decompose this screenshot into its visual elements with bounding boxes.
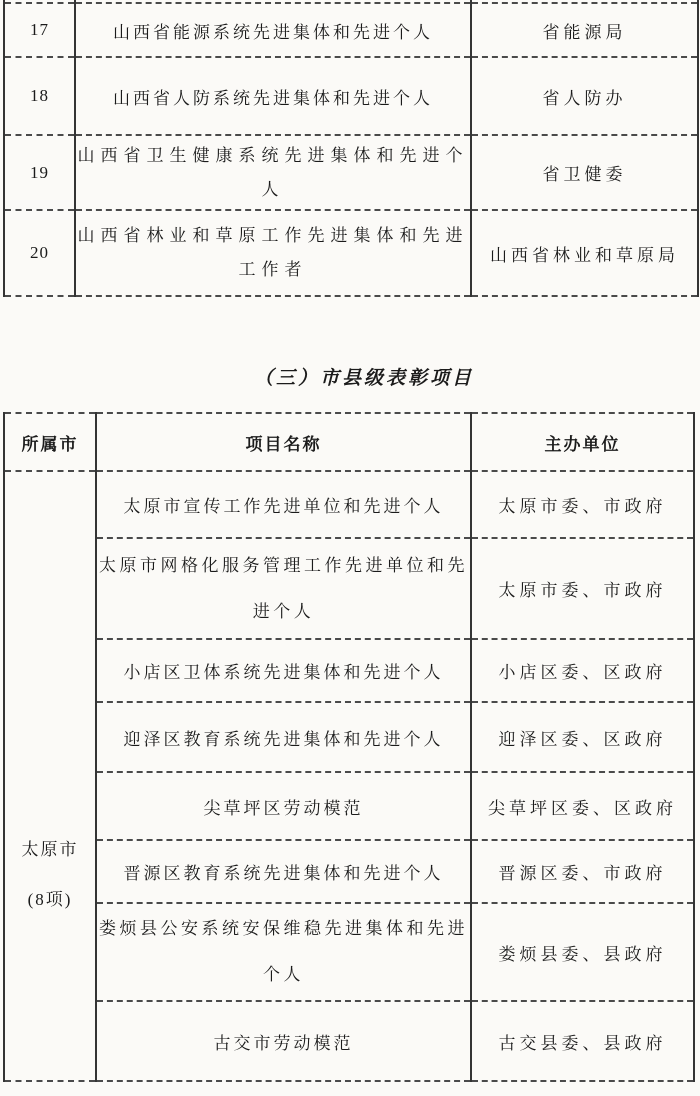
table-row: [4, 3, 698, 57]
table-row: [4, 903, 694, 1001]
table-row: [4, 57, 698, 135]
project-name: 古交市劳动模范: [96, 1001, 471, 1081]
host-unit: 晋源区委、市政府: [471, 840, 694, 903]
section-heading-area: [0, 297, 700, 412]
table-row: [4, 702, 694, 772]
project-name: 迎泽区教育系统先进集体和先进个人: [96, 702, 471, 772]
host-unit: 省能源局: [471, 3, 698, 57]
host-unit: 小店区委、区政府: [471, 639, 694, 702]
header-project: 项目名称: [96, 413, 471, 471]
table-row: [4, 639, 694, 702]
host-unit: 尖草坪区委、区政府: [471, 772, 694, 840]
table-row: [4, 772, 694, 840]
city-group-name: 太原市: [21, 839, 79, 859]
host-unit: 省卫健委: [471, 135, 698, 210]
host-unit: 省人防办: [471, 57, 698, 135]
table-row: [4, 471, 694, 538]
host-unit: 山西省林业和草原局: [471, 210, 698, 296]
header-row: [4, 413, 694, 471]
table-row: [4, 1001, 694, 1081]
project-name: 娄烦县公安系统安保维稳先进集体和先进个人: [96, 903, 471, 1001]
project-name: 太原市宣传工作先进单位和先进个人: [96, 471, 471, 538]
row-number: 17: [4, 3, 75, 57]
row-number: 20: [4, 210, 75, 296]
host-unit: 娄烦县委、县政府: [471, 903, 694, 1001]
host-unit: 太原市委、市政府: [471, 538, 694, 639]
city-group-cell: [4, 471, 96, 1081]
city-group-count: (8项): [27, 889, 73, 909]
project-name: 晋源区教育系统先进集体和先进个人: [96, 840, 471, 903]
provincial-awards-table: [3, 0, 699, 297]
host-unit: 迎泽区委、区政府: [471, 702, 694, 772]
table-row: [4, 538, 694, 639]
project-name: 尖草坪区劳动模范: [96, 772, 471, 840]
section-title: （三）市县级表彰项目: [253, 368, 474, 389]
project-name: 山西省人防系统先进集体和先进个人: [75, 57, 471, 135]
project-name: 小店区卫体系统先进集体和先进个人: [96, 639, 471, 702]
project-name: 山西省林业和草原工作先进集体和先进工作者: [75, 210, 471, 296]
project-name: 山西省卫生健康系统先进集体和先进个人: [75, 135, 471, 210]
table-row: [4, 840, 694, 903]
table-row: [4, 135, 698, 210]
host-unit: 太原市委、市政府: [471, 471, 694, 538]
host-unit: 古交县委、县政府: [471, 1001, 694, 1081]
city-awards-table: [3, 412, 695, 1082]
row-number: 19: [4, 135, 75, 210]
table-row: [4, 210, 698, 296]
project-name: 山西省能源系统先进集体和先进个人: [75, 3, 471, 57]
project-name: 太原市网格化服务管理工作先进单位和先进个人: [96, 538, 471, 639]
header-host: 主办单位: [471, 413, 694, 471]
row-number: 18: [4, 57, 75, 135]
header-city: 所属市: [4, 413, 96, 471]
